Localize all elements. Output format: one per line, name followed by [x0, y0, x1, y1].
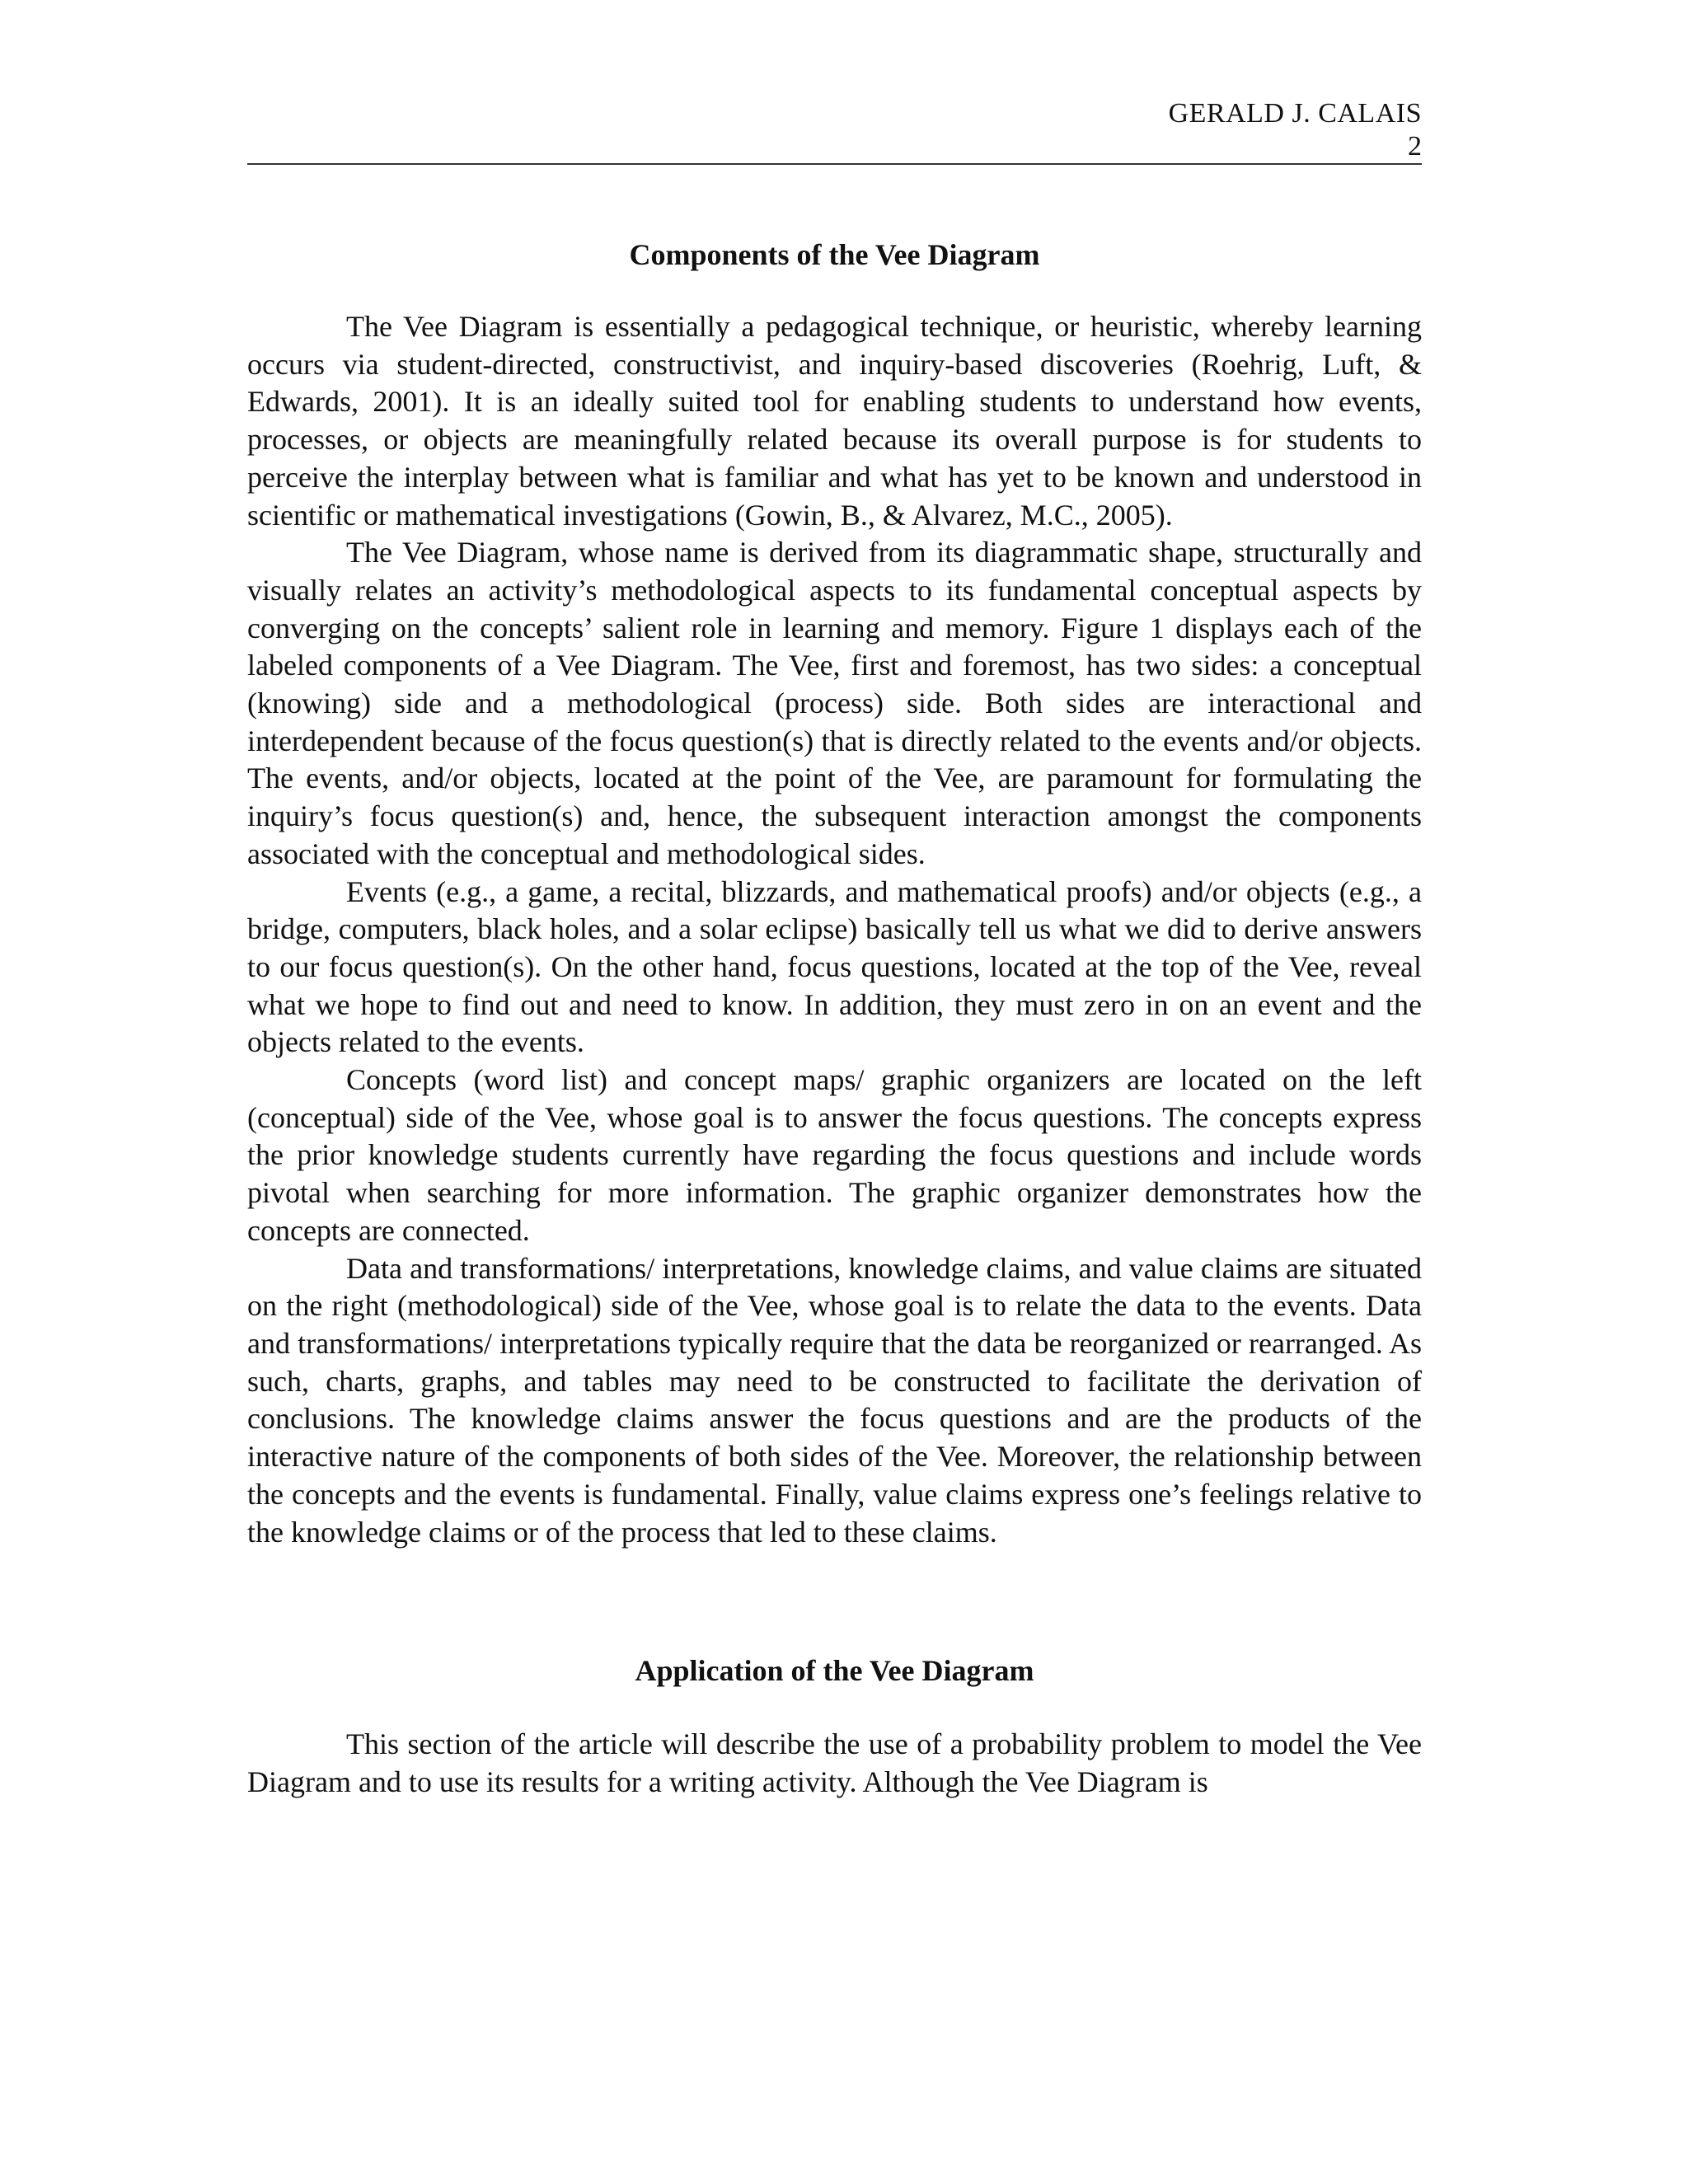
paragraph: This section of the article will describe the use of a probability problem to model the Vee Diagram and to use its results for a writing activity. Although the Vee Diagram is: [247, 1727, 1422, 1798]
paragraph: Concepts (word list) and concept maps/ graphic organizers are located on the left (conceptual) side of the Vee, whose goal is to answer the focus questions. The concepts express the prior knowledge students currently have regarding the focus questions and include words pivotal when searching for more information. The graphic organizer demonstrates how the concepts are connected.: [247, 1063, 1422, 1247]
paragraph: The Vee Diagram, whose name is derived from its diagrammatic shape, structurally and visually relates an activity’s methodological aspects to its fundamental conceptual aspects by converging on the concepts’ salient role in learning and memory. Figure 1 displays each of the labeled components of a Vee Diagram. The Vee, first and foremost, has two sides: a conceptual (knowing) side and a methodological (process) side. Both sides are interactional and interdependent because of the focus question(s) that is directly related to the events and/or objects. The events, and/or objects, located at the point of the Vee, are paramount for formulating the inquiry’s focus question(s) and, hence, the subsequent interaction amongst the components associated with the conceptual and methodological sides.: [247, 536, 1422, 870]
section-heading-components: Components of the Vee Diagram: [629, 238, 1040, 271]
section-heading-application: Application of the Vee Diagram: [635, 1654, 1034, 1688]
paragraph: The Vee Diagram is essentially a pedagogical technique, or heuristic, whereby learning occurs via student-directed, constructivist, and inquiry-based discoveries (Roehrig, Luft, & Edwards, 2001). It is an ideally suited tool for enabling students to understand how events, processes, or objects are meaningfully related because its overall purpose is for students to perceive the interplay between what is familiar and what has yet to be known and understood in scientific or mathematical investigations (Gowin, B., & Alvarez, M.C., 2005).: [247, 310, 1422, 532]
header-author: GERALD J. CALAIS: [1168, 98, 1422, 129]
article-body: [247, 236, 1422, 1802]
running-header: [247, 97, 1422, 165]
paragraph: Events (e.g., a game, a recital, blizzards, and mathematical proofs) and/or objects (e.g., a bridge, computers, black holes, and a solar eclipse) basically tell us what we did to derive answers to our focus question(s). On the other hand, focus questions, located at the top of the Vee, reveal what we hope to find out and need to know. In addition, they must zero in on an event and the objects related to the events.: [247, 874, 1422, 1059]
paragraph: Data and transformations/ interpretations, knowledge claims, and value claims are situated on the right (methodological) side of the Vee, whose goal is to relate the data to the events. Data and transformations/ interpretations typically require that the data be reorganized or rearranged. As such, charts, graphs, and tables may need to be constructed to facilitate the derivation of conclusions. The knowledge claims answer the focus questions and are the products of the interactive nature of the components of both sides of the Vee. Moreover, the relationship between the concepts and the events is fundamental. Finally, value claims express one’s feelings relative to the knowledge claims or of the process that led to these claims.: [247, 1251, 1422, 1549]
page-number: 2: [1408, 131, 1422, 162]
